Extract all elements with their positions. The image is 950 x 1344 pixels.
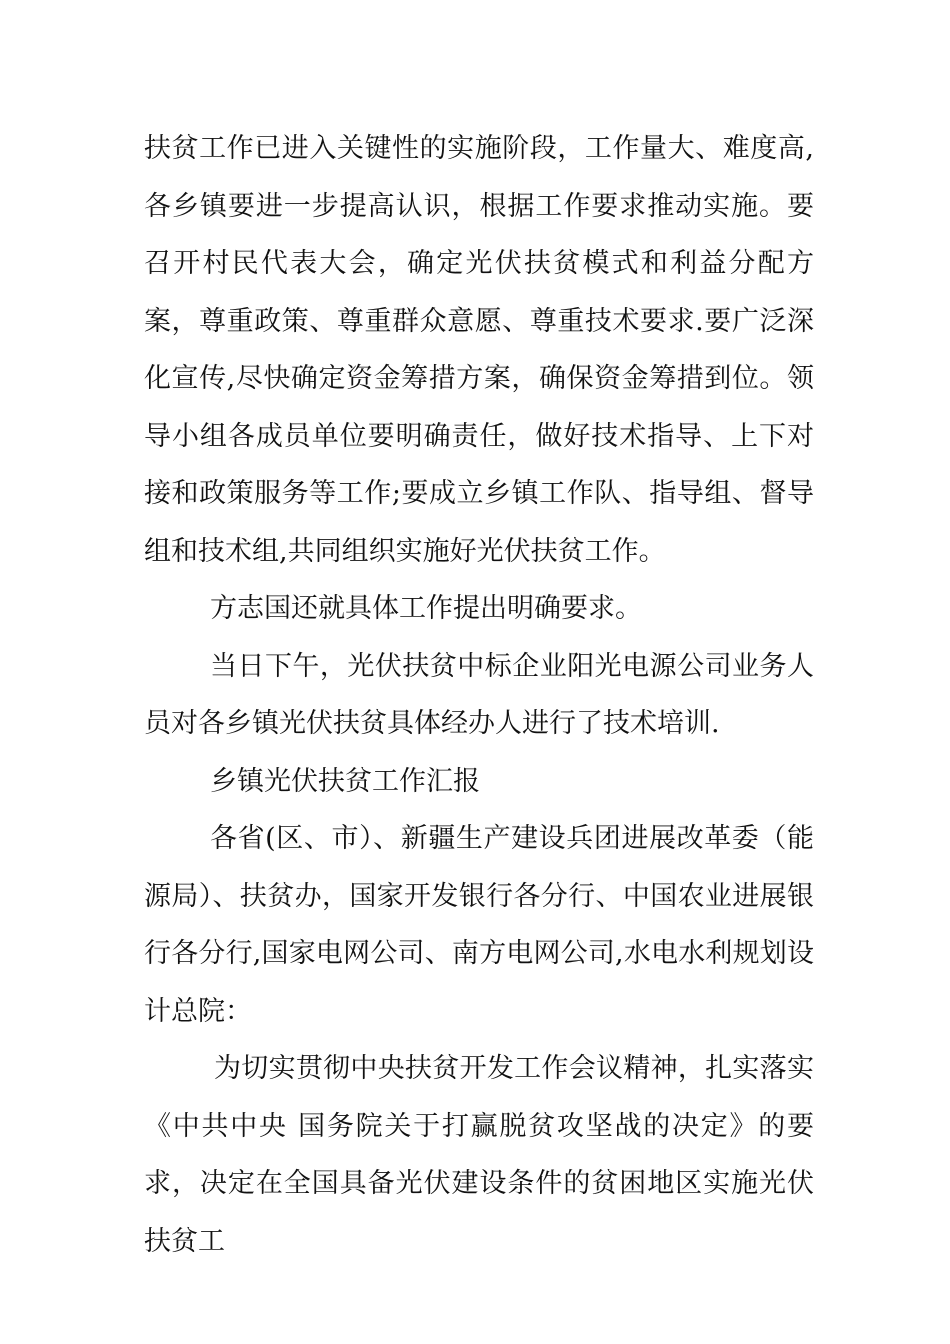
document-body: [144, 120, 814, 1270]
paragraph-addressees: 各省(区、市）、新疆生产建设兵团进展改革委（能源局）、扶贫办，国家开发银行各分行、中国农业进展银行各分行,国家电网公司、南方电网公司,水电水利规划设计总院：: [144, 823, 814, 1027]
section-heading-report: 乡镇光伏扶贫工作汇报: [210, 765, 480, 797]
paragraph-work-requirements: 扶贫工作已进入关键性的实施阶段，工作量大、难度高,各乡镇要进一步提高认识，根据工作要求推动实施。要召开村民代表大会，确定光伏扶贫模式和利益分配方案，尊重政策、尊重群众意愿、尊重技术要求.要广泛深化宣传,尽快确定资金筹措方案，确保资金筹措到位。领导小组各成员单位要明确责任，做好技术指导、上下对接和政策服务等工作;要成立乡镇工作队、指导组、督导组和技术组,共同组织实施好光伏扶贫工作。: [144, 133, 814, 567]
paragraph-fang-requirements: 方志国还就具体工作提出明确要求。: [210, 593, 642, 624]
paragraph-implementation: 为切实贯彻中央扶贫开发工作会议精神，扎实落实《中共中央 国务院关于打赢脱贫攻坚战的决定》的要求，决定在全国具备光伏建设条件的贫困地区实施光伏扶贫工: [144, 1053, 814, 1257]
paragraph-afternoon-training: 当日下午，光伏扶贫中标企业阳光电源公司业务人员对各乡镇光伏扶贫具体经办人进行了技术培训.: [144, 650, 814, 739]
